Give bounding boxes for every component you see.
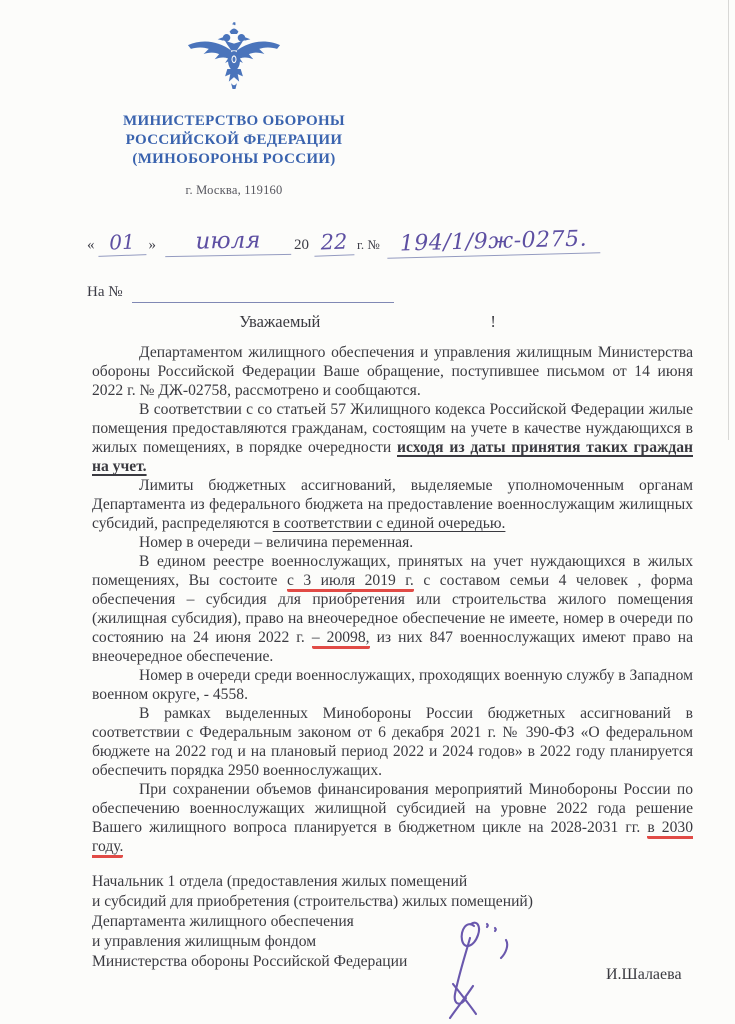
year-prefix: 20: [294, 237, 309, 253]
month-field: июля: [165, 227, 291, 257]
org-name-line: МИНИСТЕРСТВО ОБОРОНЫ: [123, 113, 345, 129]
ministry-eagle-emblem: [182, 22, 286, 104]
org-name-line: РОССИЙСКОЙ ФЕДЕРАЦИИ: [125, 132, 343, 148]
body-paragraph: [92, 476, 693, 533]
paragraph-segment: с составом семьи 4 человек , форма обеспечения – субсидия для приобретения или строительства жилого помещения (жилищная субсидия), право на внеочередное обеспечение не имеете, номер в очереди по состоянию на 24 июня 2022 г.: [92, 572, 693, 646]
open-quote: «: [87, 237, 95, 253]
signature-block-line: и управления жилищным фондом: [92, 933, 317, 950]
paragraph-segment: Номер в очереди – величина переменная.: [139, 534, 414, 551]
paragraph-segment: В рамках выделенных Минобороны России бюджетных ассигнований в соответствии с Федеральным законом от 6 декабря 2021 г. № 390-ФЗ «О федеральном бюджете на 2022 год и на плановый период 2022 и 2024 годов» в 2022 году планируется обеспечить порядка 2950 военнослужащих.: [92, 705, 693, 779]
paragraph-segment: При сохранении объемов финансирования мероприятий Минобороны России по обеспечению военнослужащих жилищной субсидией на уровне 2022 года решение Вашего жилищного вопроса планируется в бюджетном цикле на 2028-2031 гг.: [92, 781, 693, 836]
org-name: [88, 112, 380, 169]
body-paragraph: [92, 666, 693, 704]
paragraph-segment: в соответствии с единой очередью.: [272, 515, 506, 532]
handwritten-signature: [440, 914, 532, 1022]
signature-block-line: Департамента жилищного обеспечения: [92, 913, 354, 930]
paragraph-segment: из них 847 военнослужащих имеют право на внеочередное обеспечение.: [92, 629, 693, 665]
close-quote: »: [148, 237, 156, 253]
red-underlined-text: – 20098,: [312, 629, 370, 649]
org-name-line: (МИНОБОРОНЫ РОССИИ): [132, 151, 336, 167]
paragraph-segment: Лимиты бюджетных ассигнований, выделяемые уполномоченным органам Департамента из федерального бюджета на предоставление военнослужащим жилищных субсидий, распределяются: [92, 477, 693, 532]
body-paragraph: [92, 780, 693, 856]
body-paragraph: [92, 343, 693, 400]
reply-number-line: [84, 284, 394, 303]
org-address: г. Москва, 119160: [185, 183, 283, 197]
salutation-exclamation: !: [490, 312, 496, 331]
date-line: [84, 228, 684, 256]
day-field: 01: [97, 229, 146, 257]
body-paragraph: [92, 704, 693, 780]
signature-block-line: Начальник 1 отдела (предоставления жилых помещений: [92, 873, 468, 890]
paragraph-segment: В едином реестре военнослужащих, принятых на учет нуждающихся в жилых помещениях, Вы состоите: [92, 553, 693, 589]
paragraph-segment: исходя из даты принятия таких граждан на учет.: [92, 439, 693, 475]
signer-name: И.Шалаева: [606, 966, 682, 983]
year-field: 22: [314, 229, 355, 256]
body-paragraph: [92, 533, 693, 552]
body-paragraph: [92, 552, 693, 666]
letterhead: [88, 22, 380, 198]
salutation: [0, 312, 735, 332]
letter-body: [92, 343, 693, 856]
salutation-text: Уважаемый: [239, 312, 321, 331]
body-paragraph: [92, 400, 693, 476]
paragraph-segment: Номер в очереди среди военнослужащих, проходящих военную службу в Западном военном округе, - 4558.: [92, 667, 693, 703]
paragraph-segment: Департаментом жилищного обеспечения и управления жилищным Министерства обороны Российской Федерации Ваше обращение, поступившее письмом от 14 июня 2022 г. № ДЖ-02758, рассмотрено и сообщаются.: [92, 344, 693, 399]
red-underlined-text: в 2030 году.: [92, 819, 693, 858]
paragraph-segment: В соответствии с со статьей 57 Жилищного кодекса Российской Федерации жилые помещения предоставляются гражданам, состоящим на учете в качестве нуждающихся в жилых помещениях, в порядке очередности: [92, 401, 693, 456]
reply-number-blank: [132, 287, 394, 303]
red-underlined-text: с 3 июля 2019 г.: [287, 572, 414, 592]
signature-block-line: Министерства обороны Российской Федерации: [92, 953, 408, 970]
reply-number-label: На №: [87, 284, 123, 300]
outgoing-number-field: 194/1/9ж-0275.: [386, 226, 600, 259]
signature-block-line: и субсидий для приобретения (строительства) жилых помещений): [92, 893, 533, 910]
number-sign-label: г. №: [357, 237, 380, 252]
